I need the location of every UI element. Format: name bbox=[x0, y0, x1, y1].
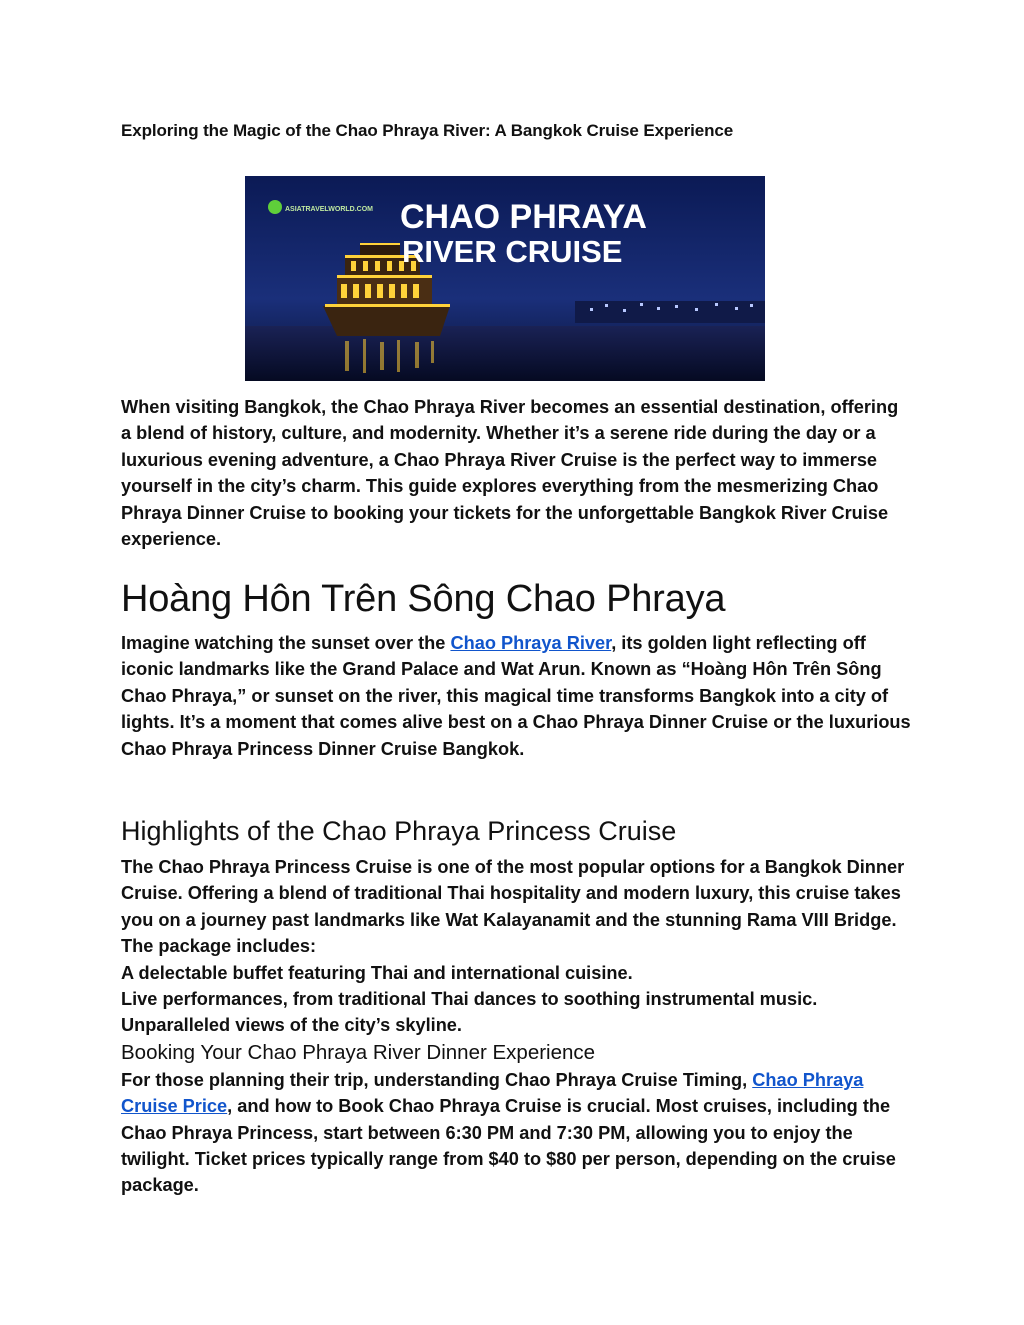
intro-paragraph: When visiting Bangkok, the Chao Phraya River becomes an essential destination, offering a blend of history, culture, and modernity. Whether it’s a serene ride during the day or a luxurious evening adventure, a Chao Phraya River Cruise is the perfect way to immerse yourself in the city’s charm. This guide explores everything from the mesmerizing Chao Phraya Dinner Cruise to booking your tickets for the unforgettable Bangkok River Cruise experience. bbox=[121, 397, 899, 550]
chao-phraya-river-link[interactable]: Chao Phraya River bbox=[450, 633, 612, 653]
highlights-paragraph: The Chao Phraya Princess Cruise is one of the most popular options for a Bangkok Dinner Cruise. Offering a blend of traditional Thai hospitality and modern luxury, this cruise takes you on a journey past landmarks like Wat Kalayanamit and the stunning Rama VIII Bridge. The package includes: bbox=[121, 857, 905, 957]
banner-logo-text: ASIATRAVELWORLD.COM bbox=[285, 206, 374, 213]
booking-text-after: , and how to Book Chao Phraya Cruise is crucial. Most cruises, including the Chao Phraya Princess, start between 6:30 PM and 7:30 PM, allowing you to enjoy the twilight. Ticket prices typically range from $40 to $80 per person, depending on the cruise package. bbox=[121, 1096, 896, 1196]
banner-title-line1: CHAO PHRAYA bbox=[400, 198, 647, 236]
booking-paragraph bbox=[121, 1067, 911, 1199]
section-heading-booking: Booking Your Chao Phraya River Dinner Experience bbox=[121, 1040, 596, 1064]
booking-text-before: For those planning their trip, understanding Chao Phraya Cruise Timing, bbox=[121, 1069, 753, 1090]
package-item: Live performances, from traditional Thai dances to soothing instrumental music. bbox=[121, 989, 818, 1010]
document-title: Exploring the Magic of the Chao Phraya River: A Bangkok Cruise Experience bbox=[121, 121, 734, 140]
cruise-price-link[interactable]: Chao Phraya Cruise Price bbox=[121, 1069, 864, 1117]
sunset-text-after: , its golden light reflecting off iconic landmarks like the Grand Palace and Wat Arun. Known as “Hoàng Hôn Trên Sông Chao Phraya,” or sunset on the river, this magical time transforms Bangkok into a city of lights. It’s a moment that comes alive best on a Chao Phraya Dinner Cruise or the luxurious Chao Phraya Princess Dinner Cruise Bangkok. bbox=[121, 633, 911, 759]
banner-title-line2: RIVER CRUISE bbox=[402, 234, 623, 269]
sunset-text-before: Imagine watching the sunset over the bbox=[121, 633, 451, 653]
section-heading-highlights: Highlights of the Chao Phraya Princess Cruise bbox=[121, 816, 677, 846]
package-item: Unparalleled views of the city’s skyline. bbox=[121, 1015, 462, 1036]
section-heading-sunset: Hoàng Hôn Trên Sông Chao Phraya bbox=[121, 578, 726, 620]
highlights-section bbox=[121, 854, 911, 1199]
package-item: A delectable buffet featuring Thai and international cuisine. bbox=[121, 962, 633, 983]
sunset-paragraph bbox=[121, 630, 911, 762]
cruise-banner-image bbox=[245, 176, 765, 381]
